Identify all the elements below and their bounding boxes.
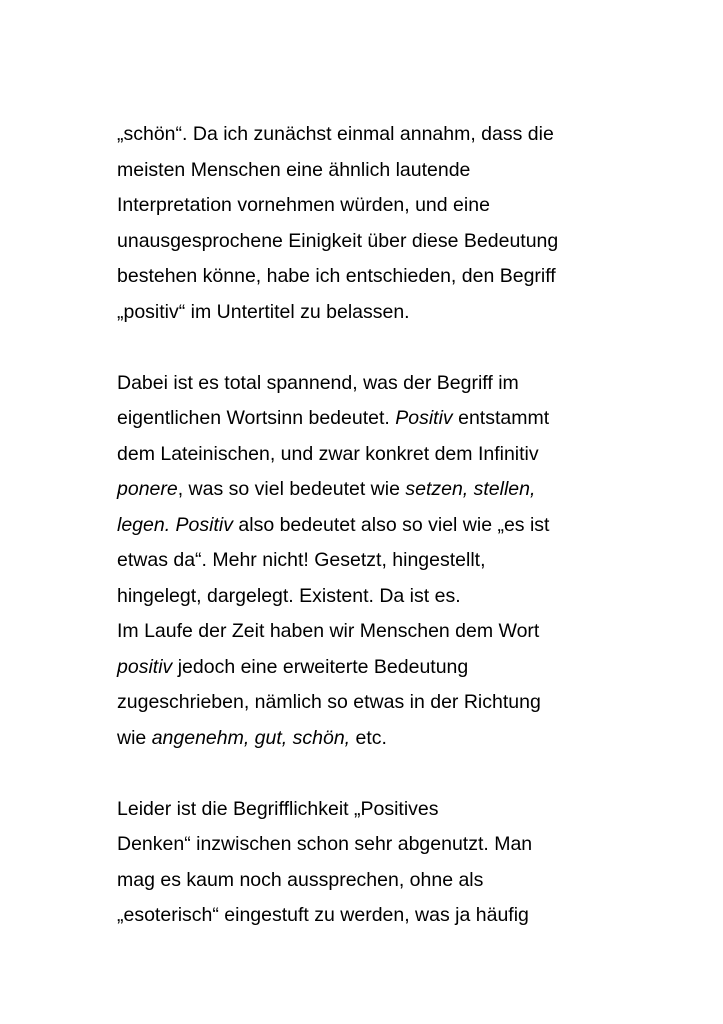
text-segment: also bedeutet also so viel wie „es ist xyxy=(232,513,550,536)
text-segment: bestehen könne, habe ich entschieden, den Begriff xyxy=(117,265,556,287)
text-segment: unausgesprochene Einigkeit über diese Bedeutung xyxy=(117,229,559,252)
text-line xyxy=(117,792,617,828)
text-line xyxy=(117,437,617,473)
text-segment: zugeschrieben, nämlich so etwas in der Richtung xyxy=(117,691,541,713)
text-line xyxy=(117,721,617,757)
text-line xyxy=(117,863,617,899)
text-segment: jedoch eine erweiterte Bedeutung xyxy=(172,655,469,678)
text-segment: „schön“. Da ich zunächst einmal annahm, dass die xyxy=(117,123,554,145)
text-line xyxy=(117,366,617,402)
text-segment: wie xyxy=(117,726,152,749)
text-segment: , was so viel bedeutet wie xyxy=(177,478,406,500)
text-segment: Im Laufe der Zeit haben wir Menschen dem Wort xyxy=(117,620,540,642)
text-segment: „positiv“ im Untertitel zu belassen. xyxy=(117,300,410,323)
text-segment: Dabei ist es total spannend, was der Begriff im xyxy=(117,371,519,394)
paragraph xyxy=(117,117,617,330)
text-line xyxy=(117,543,617,579)
text-line xyxy=(117,685,617,721)
text-segment: Leider ist die Begrifflichkeit „Positives xyxy=(117,797,439,820)
text-line xyxy=(117,827,617,863)
paragraph xyxy=(117,792,617,934)
paragraph xyxy=(117,366,617,757)
text-line xyxy=(117,898,617,934)
text-block xyxy=(117,117,617,934)
italic-text-segment: ponere xyxy=(117,478,178,500)
italic-text-segment: setzen, stellen, xyxy=(405,478,536,500)
italic-text-segment: angenehm, gut, schön, xyxy=(151,726,351,749)
text-line xyxy=(117,508,617,544)
text-segment: meisten Menschen eine ähnlich lautende xyxy=(117,158,471,181)
text-segment: mag es kaum noch aussprechen, ohne als xyxy=(117,868,484,891)
italic-text-segment: legen. Positiv xyxy=(117,513,233,536)
text-line xyxy=(117,614,617,650)
text-line xyxy=(117,650,617,686)
text-segment: Interpretation vornehmen würden, und eine xyxy=(117,194,490,216)
text-line xyxy=(117,401,617,437)
text-line xyxy=(117,259,617,295)
text-segment: Denken“ inzwischen schon sehr abgenutzt. Man xyxy=(117,833,533,855)
text-line xyxy=(117,153,617,189)
italic-text-segment: Positiv xyxy=(395,407,453,429)
text-line xyxy=(117,117,617,153)
text-segment: entstammt xyxy=(452,407,550,429)
text-line xyxy=(117,295,617,331)
text-segment: eigentlichen Wortsinn bedeutet. xyxy=(117,407,396,429)
text-segment: etwas da“. Mehr nicht! Gesetzt, hingestellt, xyxy=(117,549,486,571)
text-line xyxy=(117,472,617,508)
text-segment: „esoterisch“ eingestuft zu werden, was ja häufig xyxy=(117,904,529,926)
text-line xyxy=(117,579,617,615)
italic-text-segment: positiv xyxy=(117,655,173,678)
text-segment: etc. xyxy=(350,726,387,749)
text-segment: dem Lateinischen, und zwar konkret dem Infinitiv xyxy=(117,442,539,465)
text-line xyxy=(117,188,617,224)
text-segment: hingelegt, dargelegt. Existent. Da ist es. xyxy=(117,584,461,607)
text-line xyxy=(117,224,617,260)
